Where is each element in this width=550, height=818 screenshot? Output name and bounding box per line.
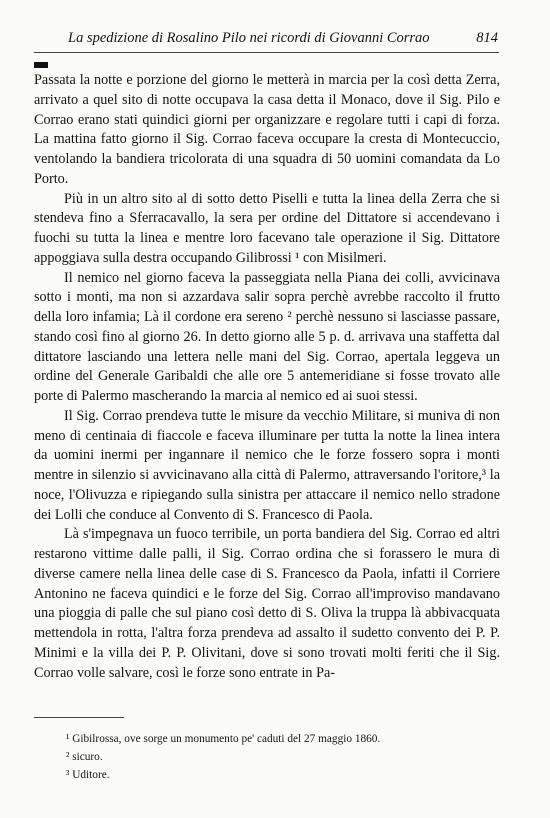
footnotes (66, 730, 496, 784)
paragraph: Il nemico nel giorno faceva la passeggiata nella Piana dei colli, avvicinava sotto i monti, ma non si azzardava salir sopra perchè avrebbe raccolto il frutto della loro infamia; Là il cordone era sereno ² perchè nessuno si lasciasse passare, stando così fino al giorno 26. In detto giorno alle 5 p. d. arrivava una staffetta dal dittatore lasciando una lettera nelle mani del Sig. Corrao, apertala leggeva un ordine del Generale Garibaldi che alle ore 5 antemeridiane si fosse trovato alle porte di Palermo mascherando la marcia al nemico ed ai suoi stessi. (34, 269, 500, 404)
paragraph: Il Sig. Corrao prendeva tutte le misure da vecchio Militare, si muniva di non meno di centinaia di fiaccole e faceva illuminare per tutta la notte la linea intera da uomini inermi per ingannare il nemico che le forze fossero sopra i monti mentre in silenzio si avvicinavano alla città di Palermo, attraversando l'oritore,³ la noce, l'Olivuzza e ripiegando sulla sinistra per attaccare il nemico nello stradone dei Lolli che conduce al Convento di S. Francesco di Paola. (34, 407, 500, 523)
header-rule (34, 52, 499, 53)
body-text (34, 71, 500, 683)
page-number: 814 (476, 30, 498, 46)
running-header (68, 30, 498, 47)
footnote: ¹ Gibilrossa, ove sorge un monumento pe' caduti del 27 maggio 1860. (66, 733, 381, 745)
running-title: La spedizione di Rosalino Pilo nei ricordi di Giovanni Corrao (68, 30, 430, 46)
paragraph: Là s'impegnava un fuoco terribile, un porta bandiera del Sig. Corrao ed altri restarono vittime dalle palli, il Sig. Corrao ordina che si forassero le mura di diverse camere nella linea delle case di S. Francesco da Paola, infatti il Corriere Antonino ne faceva quindici e le forze del Sig. Corrao all'improviso mandavano una pioggia di palle che sul piano così detto di S. Oliva la truppa là abbivacquata mettendola in rotta, l'altra forza prendeva ad assalto il sudetto convento dei P. P. Minimi e la villa dei P. P. Olivitani, dove si sono trovati molti feriti che il Sig. Corrao volle salvare, così le forze sono entrate in Pa- (34, 526, 500, 681)
paragraph: Passata la notte e porzione del giorno le metterà in marcia per la così detta Zerra, arrivato a quel sito di notte occupava la casa detta il Monaco, dove il Sig. Pilo e Corrao erano stati quindici giorni per organizzare e regolare tutti i capi di forza. La mattina fatto giorno il Sig. Corrao faceva occupare la cresta di Montecuccio, ventolando la bandiera tricolorata di una squadra di 50 uomini comandata da Lo Porto. (34, 72, 500, 187)
footnote-rule (34, 717, 124, 718)
paragraph: Più in un altro sito al di sotto detto Piselli e tutta la linea della Zerra che si stendeva fino a Sferracavallo, la sera per ordine del Dittatore si accendevano i fuochi su tutta la linea e mentre loro facevano tale operazione il Sig. Dittatore appoggiava sulla destra occupando Gilibrossi ¹ con Misilmeri. (34, 190, 500, 266)
footnote: ² sicuro. (66, 751, 103, 763)
footnote: ³ Uditore. (66, 769, 110, 781)
ink-mark (34, 62, 48, 68)
